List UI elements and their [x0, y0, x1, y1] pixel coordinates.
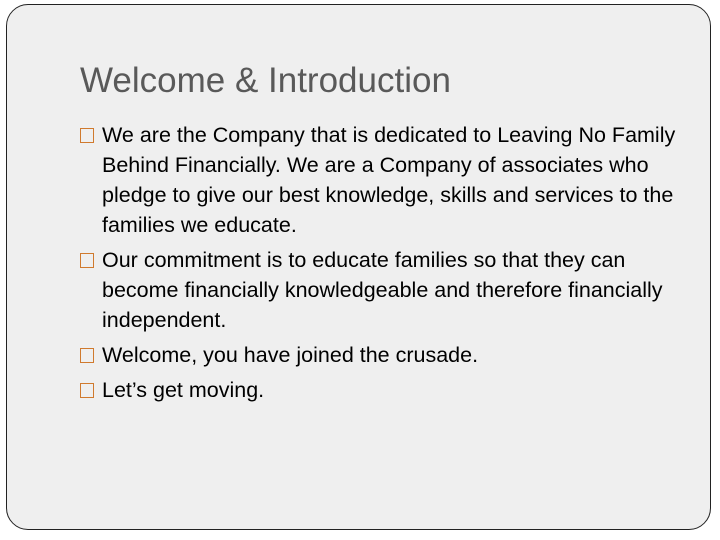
bullet-item-company	[80, 120, 690, 240]
square-bullet-icon	[80, 348, 94, 363]
bullet-item-moving	[80, 375, 690, 405]
bullet-text: Welcome, you have joined the crusade.	[102, 343, 479, 367]
bullet-text: Let’s get moving.	[102, 378, 265, 402]
bullet-text: Our commitment is to educate families so that they can become financially knowledgeable and therefore financially independent.	[102, 248, 663, 332]
square-bullet-icon	[80, 383, 94, 398]
bullet-list	[80, 120, 690, 410]
slide-title: Welcome & Introduction	[80, 61, 451, 100]
bullet-item-welcome	[80, 340, 690, 370]
square-bullet-icon	[80, 128, 94, 143]
bullet-text: We are the Company that is dedicated to Leaving No Family Behind Financially. We are a Company of associates who pledge to give our best knowledge, skills and services to the families we educate.	[102, 123, 676, 237]
bullet-item-commitment	[80, 245, 690, 335]
square-bullet-icon	[80, 253, 94, 268]
